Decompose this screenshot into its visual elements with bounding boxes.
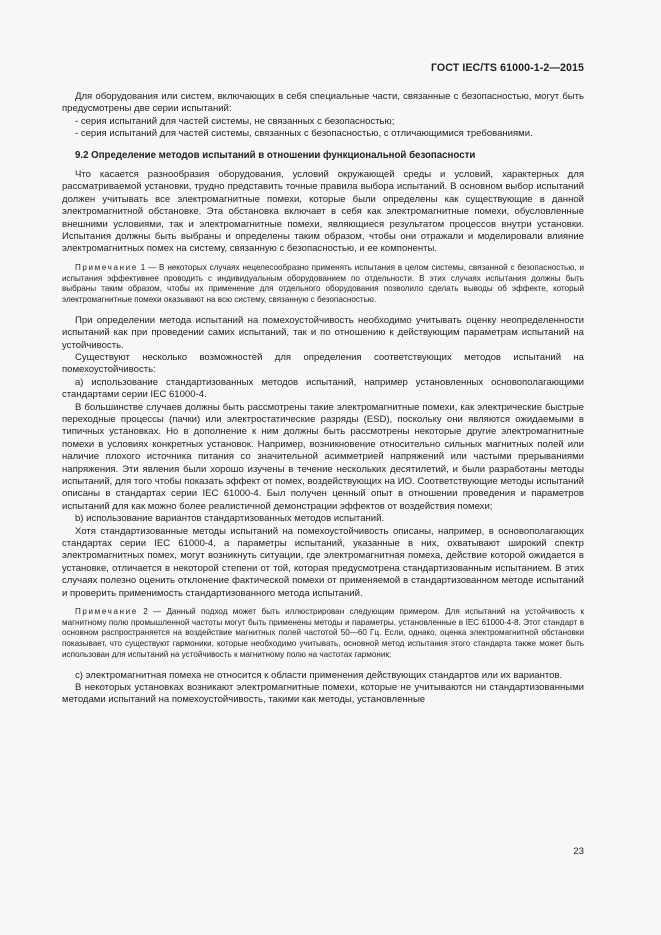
section-paragraph-3: Существуют несколько возможностей для определения соответствующих методов испытаний на помехоустойчивость: <box>62 351 584 376</box>
document-header: ГОСТ IEC/TS 61000-1-2—2015 <box>430 62 584 74</box>
list-item-b: b) использование вариантов стандартизованных методов испытаний. <box>75 513 385 525</box>
note-2-text: 2 — Данный подход может быть иллюстрирован следующим примером. Для испытаний на устойчивость к магнитному полю промышленной частоты могут быть применены методы и параметры, установленные в IEC 61000-4-8. Этот стандарт в основном распространяется на воздействие магнитных полей частотой 50—60 Гц. Если, однако, оценка электромагнитной обстановки показывает, что существуют гармоники, которые необходимо учитывать, основной метод испытания этого стандарта также может быть использован для испытаний на устойчивость к магнитному полю на частотах гармоник; <box>62 607 584 659</box>
section-paragraph-5: Хотя стандартизованные методы испытаний на помехоустойчивость описаны, например, в основополагающих стандартах серии IEC 61000-4, а параметры испытаний, указанные в них, охватывают широкий спектр электромагнитных помех, могут возникнуть ситуации, где электромагнитная помеха, действие которой ожидается в установке, отличается в некоторой степени от той, которая предусмотрена стандартизованным испытанием. В этих случаях полезно оценить отклонение фактической помехи от применяемой в стандартизованном методе испытаний и проверить применимость стандартизованного метода испытаний. <box>62 525 584 599</box>
note-1-label: Примечание <box>75 262 138 272</box>
list-item-c: c) электромагнитная помеха не относится к области применения действующих стандартов или их вариантов. <box>75 669 563 681</box>
note-2-label: Примечание <box>75 607 138 617</box>
section-paragraph-1: Что касается разнообразия оборудования, условий окружающей среды и условий, характерных для рассматриваемой установки, трудно представить точные правила выбора испытаний. В основном выбор испытаний должен учитывать все электромагнитные помехи, которые были определены как существующие в данной электромагнитной обстановке. Эта обстановка включает в себя как электромагнитные помехи, обусловленные внешними условиями, так и электромагнитные помехи, являющиеся результатом процессов внутри установки. Испытания должны быть выбраны и определены таким образом, чтобы они отражали и моделировали влияние электромагнитных помех на систему, связанную с безопасностью, и ее компоненты. <box>62 169 584 255</box>
section-paragraph-6: В некоторых установках возникают электромагнитные помехи, которые не учитываются ни стандартизованными методами испытаний на помехоустойчивость, такими как методы, установленные <box>62 681 584 706</box>
section-paragraph-4: В большинстве случаев должны быть рассмотрены такие электромагнитные помехи, как электрические быстрые переходные процессы (пачки) или электростатические разряды (ESD), поскольку они являются ожидаемыми в типичных установках. Но в дополнение к ним должны быть рассмотрены некоторые другие электромагнитные помехи в условиях конкретных установок. Например, возникновение относительно сильных магнитных полей или наличие плохого источника питания со значительной асимметрией напряжений или частыми прерываниями напряжения. Эти явления были хорошо изучены в течение нескольких десятилетий, и были разработаны методы испытаний, для того чтобы показать эффект от помех, воздействующих на ИО. Соответствующие методы испытаний описаны в стандартах серии IEC 61000-4. Был получен ценный опыт в отношении проведения и параметров испытаний для как можно более реалистичной демонстрации эффектов от воздействия помехи; <box>62 401 584 512</box>
intro-list-item-2: - серия испытаний для частей системы, связанных с безопасностью, с отличающимися требованиями. <box>75 128 533 140</box>
section-paragraph-2: При определении метода испытаний на помехоустойчивость необходимо учитывать оценку неопределенности испытаний как при проведении самих испытаний, так и по отношению к действующим параметрам испытаний на устойчивость. <box>62 314 584 351</box>
note-2 <box>62 607 584 661</box>
page-number: 23 <box>573 846 584 857</box>
page-content <box>62 91 584 707</box>
note-1 <box>62 263 584 306</box>
intro-list-item-1: - серия испытаний для частей системы, не связанных с безопасностью; <box>75 115 395 127</box>
list-item-a: а) использование стандартизованных методов испытаний, например установленных основополагающими стандартами серии IEC 61000-4. <box>62 376 584 401</box>
intro-paragraph: Для оборудования или систем, включающих в себя специальные части, связанные с безопасностью, могут быть предусмотрены две серии испытаний: <box>62 91 584 115</box>
note-1-text: 1 — В некоторых случаях нецелесообразно применять испытания в целом системы, связанной с безопасностью, и испытания эффективнее проводить с индивидуальным оборудованием по отдельности. В этих случаях испытания должны быть выбраны таким образом, чтобы их применение для отдельного оборудования позволило сделать выводы об эффекте, который электромагнитные помехи оказывают на всю систему, связанную с безопасностью. <box>62 262 584 304</box>
section-heading: 9.2 Определение методов испытаний в отношении функциональной безопасности <box>75 149 476 161</box>
